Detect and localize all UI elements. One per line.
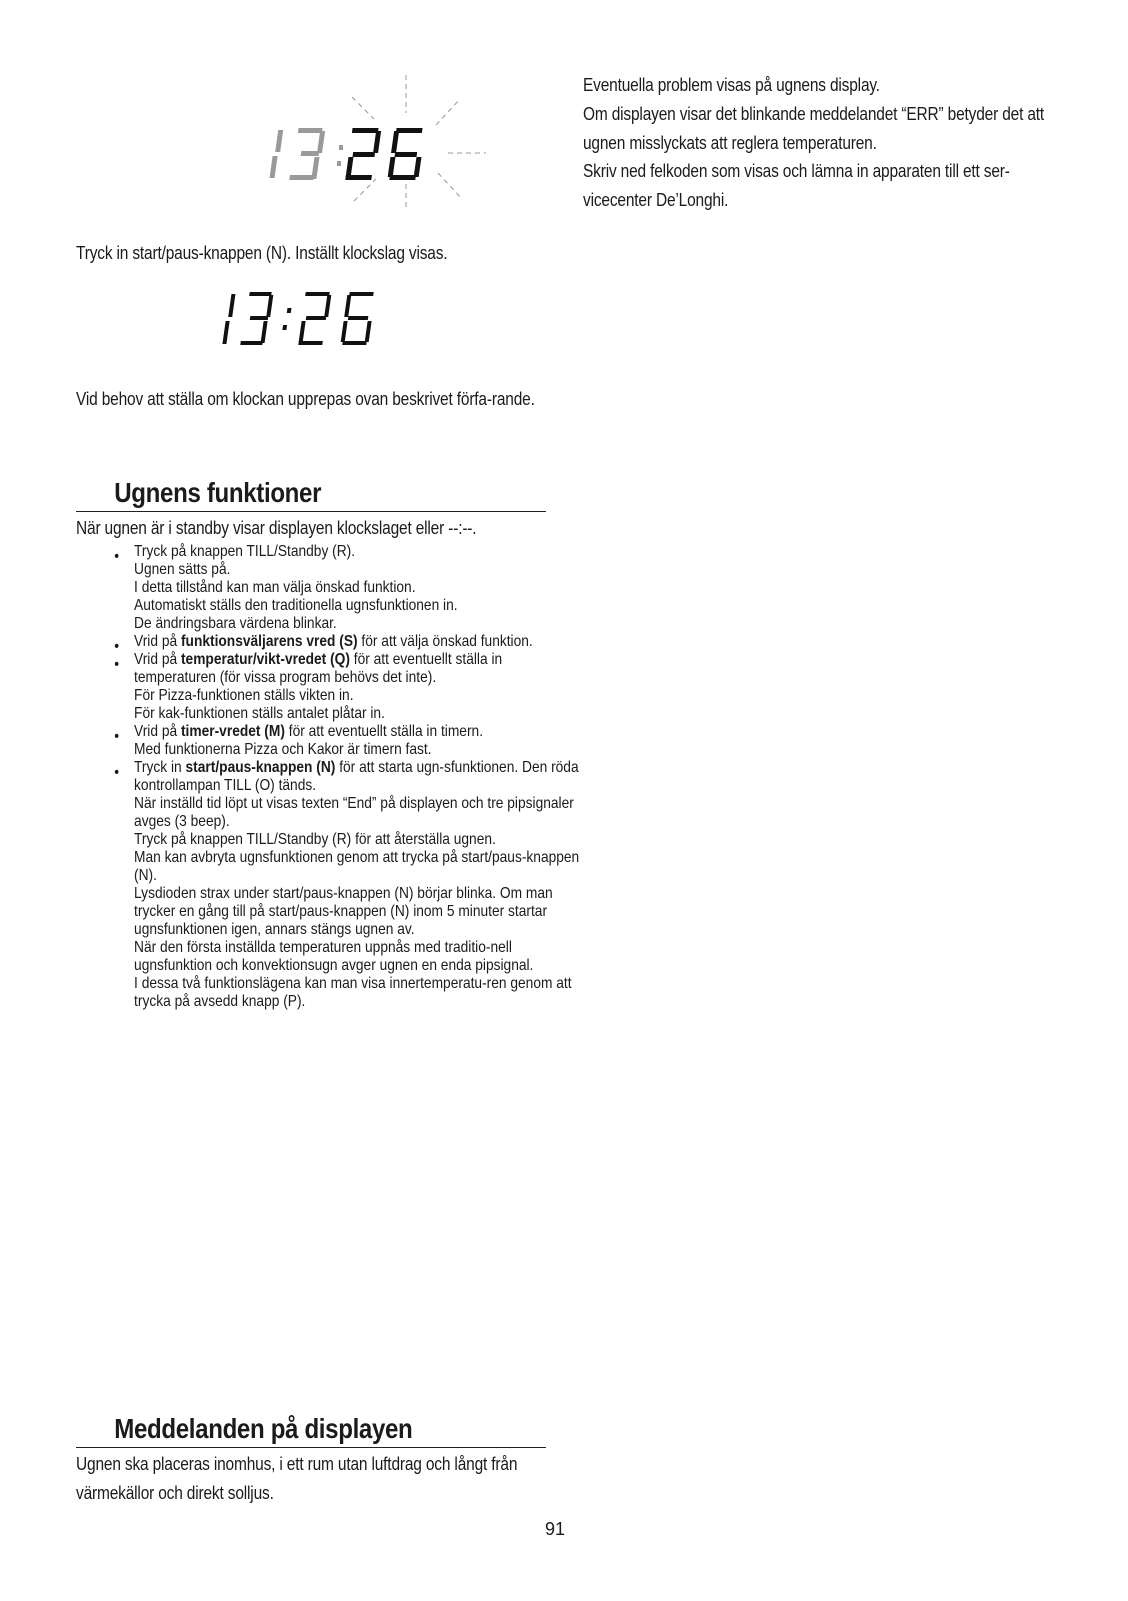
caption-start-pause: Tryck in start/paus-knappen (N). Inställt klockslag visas. (76, 243, 448, 263)
list-item: • Tryck in start/paus-knappen (N) för att starta ugn-sfunktionen. Den röda kontrollampan TILL (O) tänds. När inställd tid löpt ut visas texten “End” på displayen och tre pipsignaler avges (3 beep). Tryck på knappen TILL/Standby (R) för att återställa ugnen. Man kan avbryta ugnsfunktionen genom att trycka på start/paus-knappen (N). Lysdioden strax under start/paus-knappen (N) börjar blinka. Om man trycker en gång till på start/paus-knappen (N) inom 5 minuter startar ugnsfunktionen igen, annars stängs ugnen av. När den första inställda temperaturen uppnås med traditio-nell ugnsfunktion och konvektionsugn avger ugnen en enda pipsignal. I dessa två funktionslägena kan man visa innertemperatu-ren genom att trycka på avsedd knapp (P). (114, 759, 584, 1011)
section-title-messages: Meddelanden på displayen (114, 1413, 413, 1444)
set-clock-display-figure (218, 290, 418, 350)
list-item: • Vrid på temperatur/vikt-vredet (Q) för att eventuellt ställa in temperaturen (för vissa program behövs det inte). För Pizza-funktionen ställs vikten in. För kak-funktionen ställs antalet plåtar in. (114, 651, 584, 723)
function-steps-list (114, 543, 584, 1011)
section-heading-rule (76, 1413, 546, 1448)
display-hours-dim (269, 128, 325, 180)
right-column (583, 71, 1058, 215)
blinking-clock-display-figure (196, 75, 496, 210)
display-colon-dim (337, 145, 343, 166)
display-minutes-blinking (345, 128, 425, 180)
repeat-instruction: Vid behov att ställa om klockan upprepas ovan beskrivet förfa-rande. (76, 389, 535, 409)
standby-intro: När ugnen är i standby visar displayen klockslaget eller --:--. (76, 518, 477, 538)
section-title-functions: Ugnens funktioner (114, 477, 322, 508)
error-line-1: Eventuella problem visas på ugnens display. (583, 75, 880, 95)
page-number: 91 (545, 1519, 566, 1539)
list-item: • Vrid på timer-vredet (M) för att eventuellt ställa in timern. Med funktionerna Pizza och Kakor är timern fast. (114, 723, 584, 759)
placement-text: Ugnen ska placeras inomhus, i ett rum utan luftdrag och långt från värmekällor och direkt solljus. (76, 1454, 518, 1503)
error-line-3: Skriv ned felkoden som visas och lämna in apparaten till ett ser-vicecenter De’Longhi. (583, 161, 1010, 211)
section-heading-rule (76, 477, 546, 512)
list-item: • Tryck på knappen TILL/Standby (R). Ugnen sätts på. I detta tillstånd kan man välja önskad funktion. Automatiskt ställs den traditionella ugnsfunktionen in. De ändringsbara värdena blinkar. (114, 543, 584, 633)
section-oven-functions (76, 477, 580, 1011)
error-line-2: Om displayen visar det blinkande meddelandet “ERR” betyder det att ugnen misslyckats att reglera temperaturen. (583, 103, 1045, 153)
list-item: • Vrid på funktionsväljarens vred (S) för att välja önskad funktion. (114, 633, 584, 651)
section-display-messages (76, 1413, 546, 1508)
